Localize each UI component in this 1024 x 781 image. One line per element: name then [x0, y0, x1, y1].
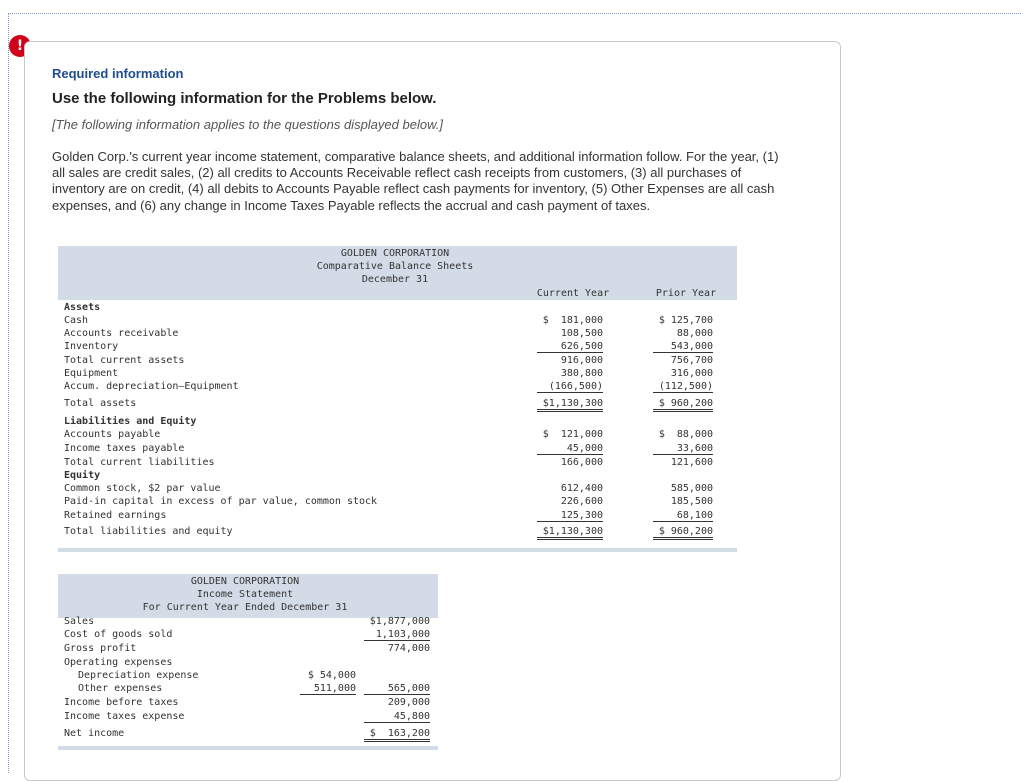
pic-current: 226,600 — [560, 496, 603, 507]
ap-current: $ 121,000 — [542, 429, 603, 440]
retained-earnings-current: 125,300 — [537, 510, 603, 522]
bs-title-date: December 31 — [361, 274, 429, 285]
tca-label: Total current assets — [64, 355, 185, 366]
equipment-prior: 316,000 — [670, 368, 713, 379]
equipment-current: 380,800 — [560, 368, 603, 379]
pic-label: Paid-in capital in excess of par value, common stock — [64, 496, 378, 507]
ibt-value: 209,000 — [387, 697, 430, 708]
is-title-statement: Income Statement — [196, 589, 294, 600]
tle-prior: $ 960,200 — [653, 526, 713, 540]
retained-earnings-prior: 68,100 — [653, 510, 713, 522]
net-income-label: Net income — [64, 728, 125, 739]
tcl-label: Total current liabilities — [64, 457, 215, 468]
tca-prior: 756,700 — [670, 355, 713, 366]
balance-sheet-footer-bar — [58, 548, 737, 552]
equipment-label: Equipment — [64, 368, 119, 379]
opex-total-value: 565,000 — [364, 683, 430, 695]
cogs-label: Cost of goods sold — [64, 629, 173, 640]
ar-current: 108,500 — [560, 328, 603, 339]
total-assets-prior: $ 960,200 — [653, 398, 713, 412]
ap-label: Accounts payable — [64, 429, 161, 440]
required-information-title: Required information — [52, 66, 184, 81]
total-assets-current: $1,130,300 — [537, 398, 603, 412]
income-statement-footer-bar — [58, 746, 438, 750]
common-stock-current: 612,400 — [560, 483, 603, 494]
accum-dep-prior: (112,500) — [653, 381, 713, 393]
equity-heading: Equity — [64, 470, 101, 481]
bs-title-company: GOLDEN CORPORATION — [340, 248, 450, 259]
common-stock-label: Common stock, $2 par value — [64, 483, 221, 494]
bs-col-prior: Prior Year — [655, 288, 717, 299]
common-stock-prior: 585,000 — [670, 483, 713, 494]
accum-dep-label: Accum. depreciation—Equipment — [64, 381, 239, 392]
ite-value: 45,800 — [364, 711, 430, 723]
dep-expense-value: $ 54,000 — [307, 670, 356, 681]
pic-prior: 185,500 — [670, 496, 713, 507]
retained-earnings-label: Retained earnings — [64, 510, 167, 521]
cogs-value: 1,103,000 — [364, 629, 430, 641]
ibt-label: Income before taxes — [64, 697, 179, 708]
tcl-prior: 121,600 — [670, 457, 713, 468]
is-title-period: For Current Year Ended December 31 — [142, 602, 348, 613]
headline: Use the following information for the Problems below. — [52, 90, 437, 107]
tle-label: Total liabilities and equity — [64, 526, 233, 537]
ite-label: Income taxes expense — [64, 711, 185, 722]
gross-profit-value: 774,000 — [387, 643, 430, 654]
total-assets-label: Total assets — [64, 398, 137, 409]
is-title-company: GOLDEN CORPORATION — [190, 576, 300, 587]
sales-label: Sales — [64, 616, 95, 627]
accum-dep-current: (166,500) — [537, 381, 603, 393]
inventory-label: Inventory — [64, 341, 119, 352]
cash-label: Cash — [64, 315, 89, 326]
bs-col-current: Current Year — [536, 288, 610, 299]
alert-icon: ! — [9, 35, 31, 57]
ar-label: Accounts receivable — [64, 328, 179, 339]
instructions-paragraph: Golden Corp.'s current year income statement, comparative balance sheets, and additional information follow. For the year, (1) all sales are credit sales, (2) all credits to Accounts Receivable reflect cash receipts from customers, (3) all purchases of inventory are on credit, (4) all debits to Accounts Payable reflect cash payments for inventory, (5) Other Expenses are all cash expenses, and (6) any change in Income Taxes Payable reflects the accrual and cash payment of taxes. — [52, 149, 779, 213]
tcl-current: 166,000 — [560, 457, 603, 468]
sales-value: $1,877,000 — [369, 616, 430, 627]
dep-expense-label: Depreciation expense — [78, 670, 199, 681]
cash-prior: $ 125,700 — [658, 315, 713, 326]
ar-prior: 88,000 — [676, 328, 713, 339]
opex-label: Operating expenses — [64, 657, 173, 668]
note: [The following information applies to the questions displayed below.] — [52, 117, 443, 132]
liabilities-equity-heading: Liabilities and Equity — [64, 416, 197, 427]
tca-current: 916,000 — [560, 355, 603, 366]
inventory-current: 626,500 — [537, 341, 603, 353]
other-expenses-value: 511,000 — [300, 683, 356, 695]
gross-profit-label: Gross profit — [64, 643, 137, 654]
bs-title-statement: Comparative Balance Sheets — [316, 261, 474, 272]
tle-current: $1,130,300 — [537, 526, 603, 540]
assets-heading: Assets — [64, 302, 101, 313]
inventory-prior: 543,000 — [653, 341, 713, 353]
itp-prior: 33,600 — [653, 443, 713, 455]
ap-prior: $ 88,000 — [658, 429, 713, 440]
itp-label: Income taxes payable — [64, 443, 185, 454]
itp-current: 45,000 — [537, 443, 603, 455]
other-expenses-label: Other expenses — [78, 683, 163, 694]
cash-current: $ 181,000 — [542, 315, 603, 326]
net-income-value: $ 163,200 — [364, 728, 430, 742]
